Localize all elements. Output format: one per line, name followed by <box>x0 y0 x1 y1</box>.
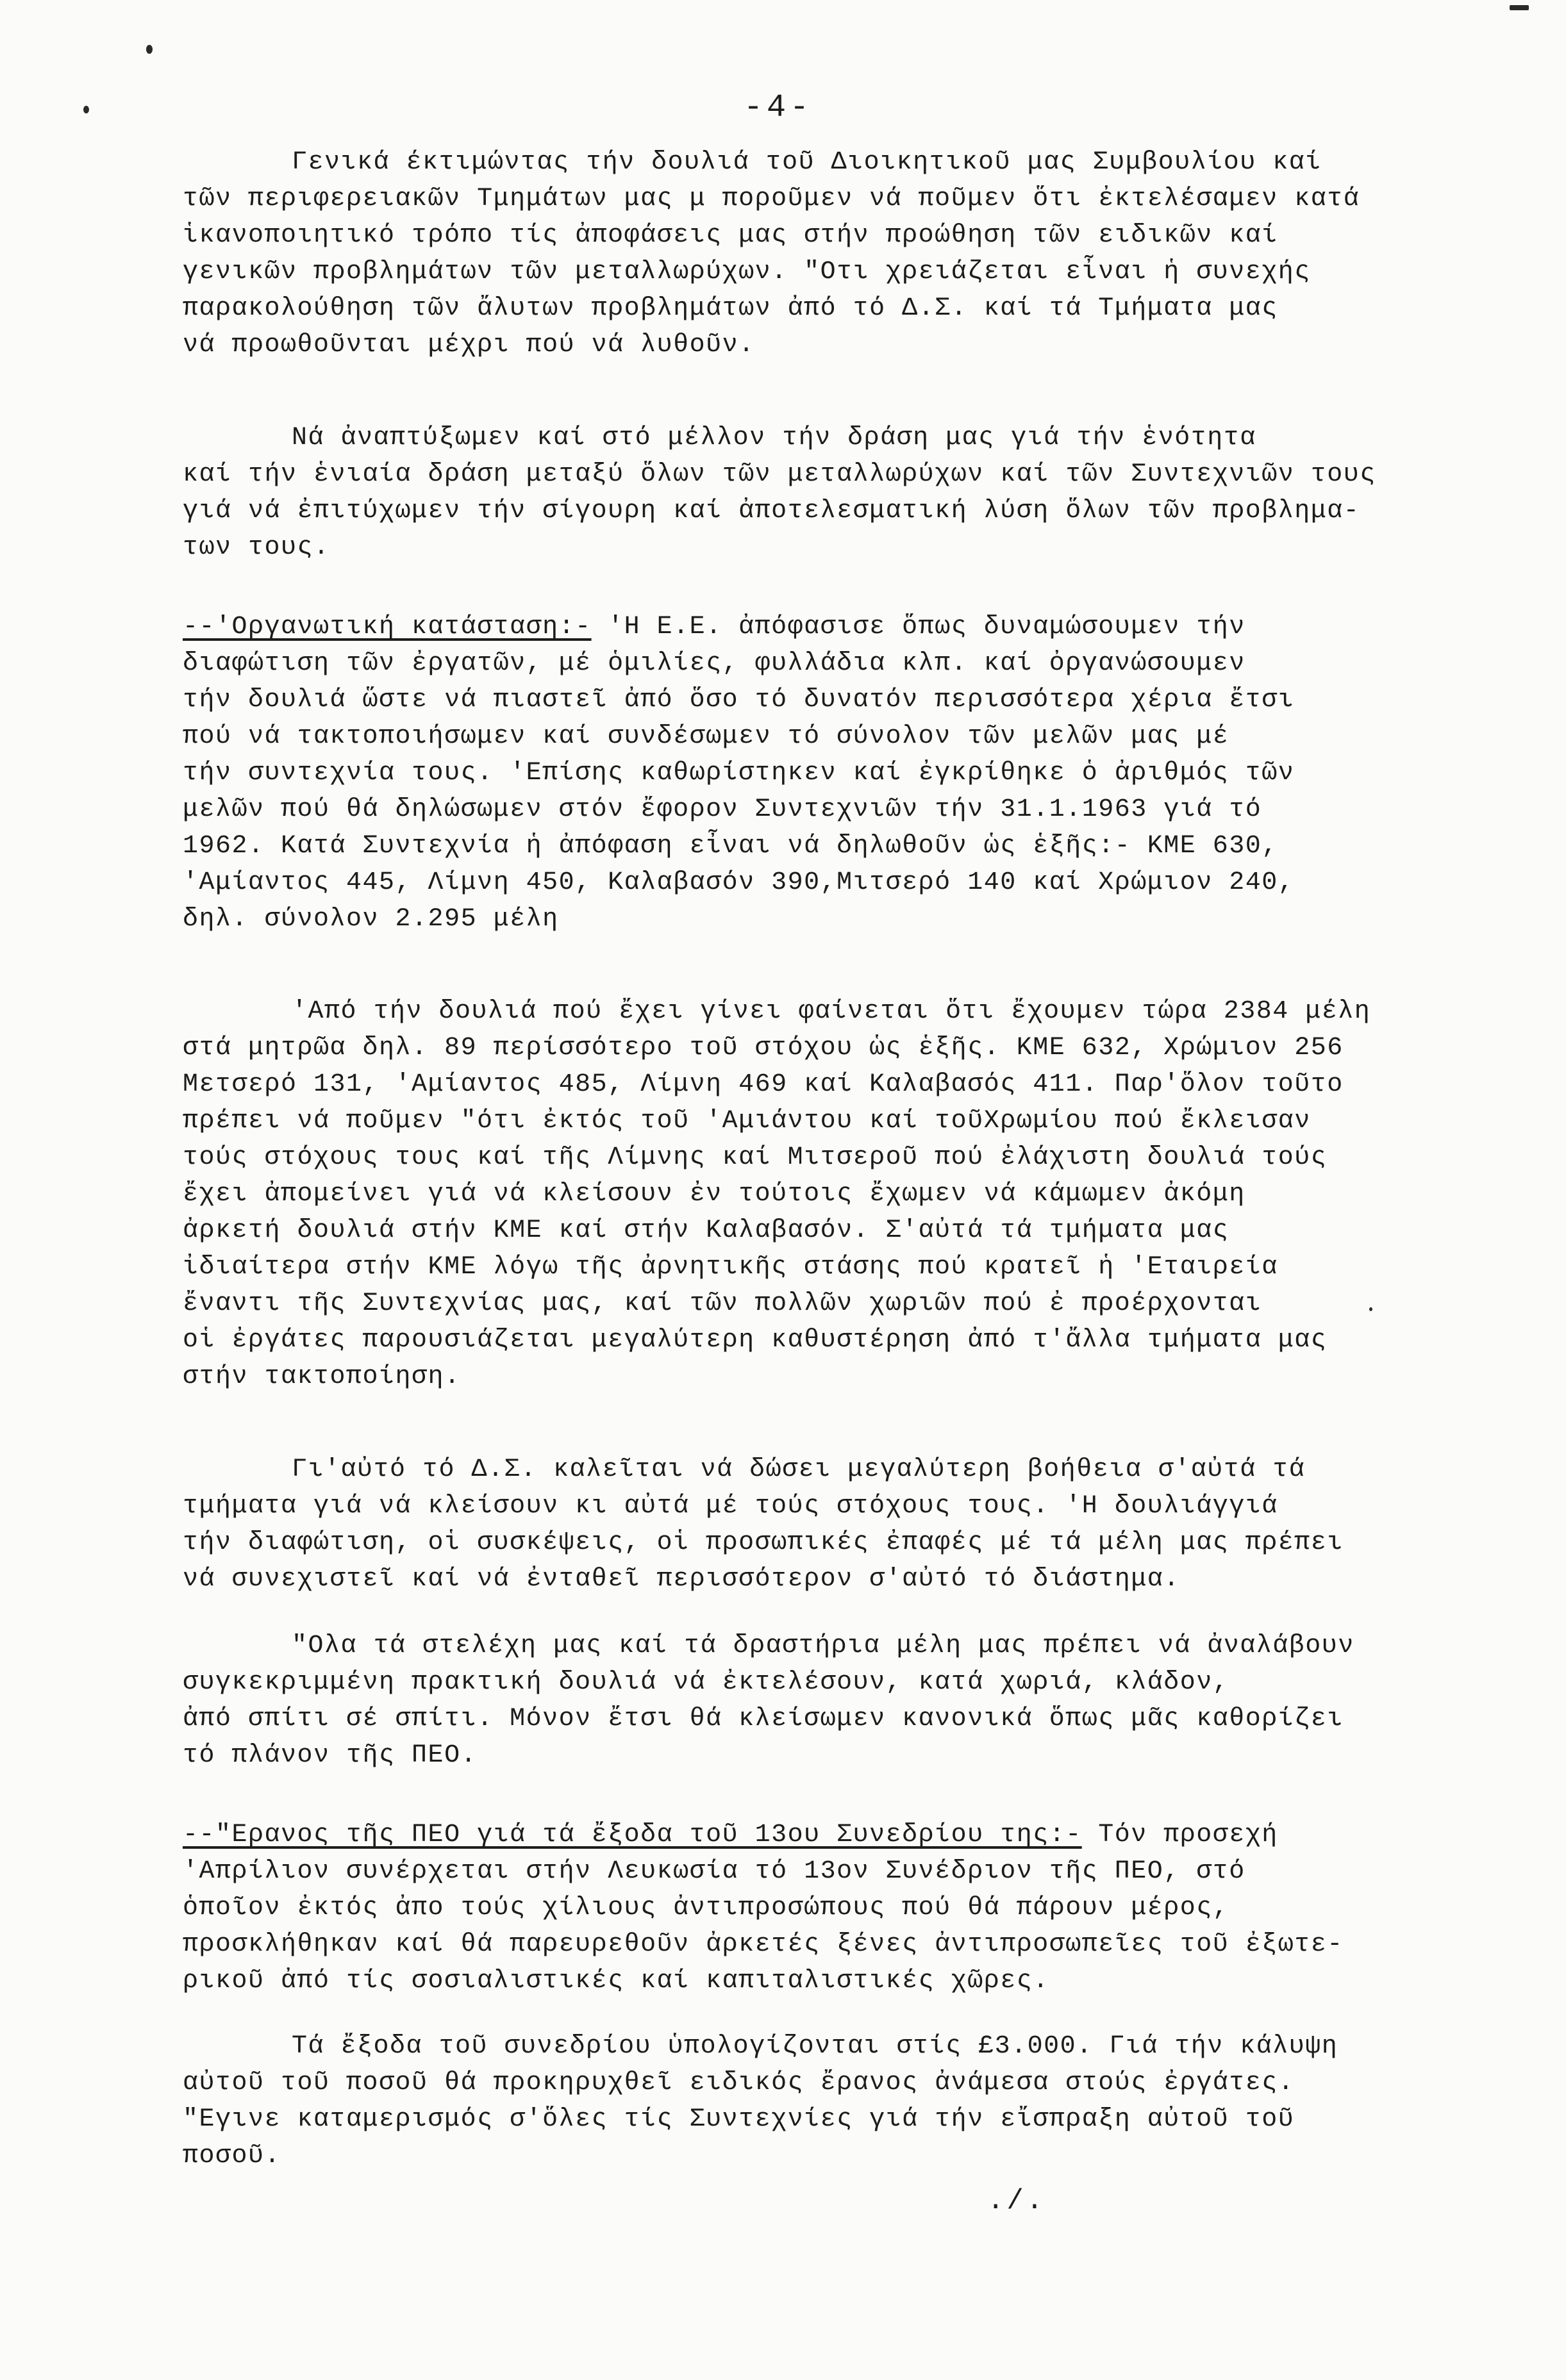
text-line: γενικῶν προβλημάτων τῶν μεταλλωρύχων. "Οτι χρειάζεται εἶναι ἡ συνεχής <box>183 258 1311 286</box>
text-line: παρακολούθηση τῶν ἄλυτων προβλημάτων ἀπό τό Δ.Σ. καί τά Τμήματα μας <box>183 294 1278 323</box>
text-line: ἱκανοποιητικό τρόπο τίς ἀποφάσεις μας στήν προώθηση τῶν ειδικῶν καί <box>183 221 1278 250</box>
text-line: δηλ. σύνολον 2.295 μέλη <box>183 905 559 934</box>
text-line: τούς στόχους τους καί τῆς Λίμνης καί Μιτσεροῦ πού ἐλάχιστη δουλιά τούς <box>183 1143 1328 1172</box>
text-line: καί τήν ἑνιαία δράση μεταξύ ὅλων τῶν μεταλλωρύχων καί τῶν Συντεχνιῶν τους <box>183 460 1376 489</box>
text-line: Νά ἀναπτύξωμεν καί στό μέλλον τήν δράση μας γιά τήν ἑνότητα <box>292 424 1256 452</box>
text-line: Γι'αὐτό τό Δ.Σ. καλεῖται νά δώσει μεγαλύτερη βοήθεια σ'αὐτά τά <box>292 1455 1306 1484</box>
text-line: νά προωθοῦνται μέχρι πού νά λυθοῦν. <box>183 331 755 359</box>
paragraph <box>183 1628 1436 1774</box>
text-line: ἀπό σπίτι σέ σπίτι. Μόνον ἔτσι θά κλείσωμεν κανονικά ὅπως μᾶς καθορίζει <box>183 1705 1344 1733</box>
text-line: πού νά τακτοποιήσωμεν καί συνδέσωμεν τό σύνολον τῶν μελῶν μας μέ <box>183 722 1229 751</box>
text-run: Τόν προσεχή <box>1081 1821 1278 1849</box>
text-line: "Ολα τά στελέχη μας καί τά δραστήρια μέλη μας πρέπει νά ἀναλάβουν <box>292 1632 1354 1660</box>
text-line: πρέπει νά ποῦμεν "ότι ἐκτός τοῦ 'Αμιάντου καί τοῦΧρωμίου πού ἔκλεισαν <box>183 1107 1311 1136</box>
text-line <box>183 609 1436 645</box>
text-line: συγκεκριμμένη πρακτική δουλιά νά ἐκτελέσουν, κατά χωριά, κλάδον, <box>183 1668 1229 1697</box>
text-line: ὁποῖον ἐκτός ἀπο τούς χίλιους ἀντιπροσώπους πού θά πάρουν μέρος, <box>183 1894 1229 1922</box>
paragraph <box>183 420 1436 566</box>
text-line: ἔναντι τῆς Συντεχνίας μας, καί τῶν πολλῶν χωριῶν πού ἐ προέρχονται <box>183 1289 1262 1318</box>
text-line: διαφώτιση τῶν ἐργατῶν, μέ ὁμιλίες, φυλλάδια κλπ. καί ὀργανώσουμεν <box>183 649 1245 678</box>
text-line: ἰδιαίτερα στήν ΚΜΕ λόγω τῆς ἀρνητικῆς στάσης πού κρατεῖ ἡ 'Εταιρεία <box>183 1253 1278 1282</box>
text-line: Τά ἔξοδα τοῦ συνεδρίου ὑπολογίζονται στίς £3.000. Γιά τήν κάλυψη <box>292 2032 1338 2061</box>
text-line: οἱ ἐργάτες παρουσιάζεται μεγαλύτερη καθυστέρηση ἀπό τ'ἄλλα τμήματα μας <box>183 1326 1328 1355</box>
text-line: στήν τακτοποίηση. <box>183 1362 461 1391</box>
page-number: -4- <box>744 90 813 126</box>
text-line: αὐτοῦ τοῦ ποσοῦ θά προκηρυχθεῖ ειδικός ἔρανος ἀνάμεσα στούς ἐργάτες. <box>183 2069 1295 2097</box>
text-line: ποσοῦ. <box>183 2142 281 2170</box>
paragraph <box>183 1817 1436 1999</box>
text-line: 1962. Κατά Συντεχνία ἡ ἀπόφαση εἶναι νά δηλωθοῦν ὡς ἑξῆς:- ΚΜΕ 630, <box>183 832 1278 861</box>
text-line: τῶν περιφερειακῶν Τμημάτων μας μ ποροῦμεν νά ποῦμεν ὅτι ἐκτελέσαμεν κατά <box>183 185 1360 213</box>
section-heading: --"Ερανος τῆς ΠΕΟ γιά τά ἔξοδα τοῦ 13ου Συνεδρίου της:- <box>183 1821 1082 1849</box>
text-line: Μετσερό 131, 'Αμίαντος 485, Λίμνη 469 καί Καλαβασός 411. Παρ'ὅλον τοῦτο <box>183 1070 1344 1099</box>
text-run: 'Η Ε.Ε. ἀπόφασισε ὅπως δυναμώσουμεν τήν <box>591 613 1245 641</box>
ink-speck <box>83 106 89 113</box>
continuation-mark: ./. <box>987 2185 1046 2217</box>
text-line: νά συνεχιστεῖ καί νά ἐνταθεῖ περισσότερον σ'αὐτό τό διάστημα. <box>183 1565 1180 1594</box>
paragraph <box>183 993 1436 1395</box>
text-line: 'Από τήν δουλιά πού ἔχει γίνει φαίνεται ὅτι ἔχουμεν τώρα 2384 μέλη <box>292 997 1371 1026</box>
text-line: των τους. <box>183 533 330 562</box>
text-line <box>183 1817 1436 1853</box>
ink-speck <box>1510 5 1529 10</box>
paragraph <box>183 609 1436 938</box>
text-line: 'Αμίαντος 445, Λίμνη 450, Καλαβασόν 390,Μιτσερό 140 καί Χρώμιον 240, <box>183 868 1295 897</box>
text-line: ἔχει ἀπομείνει γιά νά κλείσουν ἐν τούτοις ἔχωμεν νά κάμωμεν ἀκόμη <box>183 1180 1245 1209</box>
ink-speck <box>146 45 153 54</box>
text-line: τό πλάνον τῆς ΠΕΟ. <box>183 1741 478 1770</box>
paragraph <box>183 2028 1436 2174</box>
section-heading: --'Οργανωτική κατάσταση:- <box>183 613 592 641</box>
text-line: 'Απρίλιον συνέρχεται στήν Λευκωσία τό 13ον Συνέδριον τῆς ΠΕΟ, στό <box>183 1857 1245 1886</box>
text-line: τήν συντεχνία τους. 'Επίσης καθωρίστηκεν καί ἐγκρίθηκε ὁ ἀριθμός τῶν <box>183 759 1295 788</box>
paragraph <box>183 1451 1436 1598</box>
paragraph <box>183 144 1436 363</box>
text-line: Γενικά έκτιμώντας τήν δουλιά τοῦ Διοικητικοῦ μας Συμβουλίου καί <box>292 148 1322 177</box>
text-line: τμήματα γιά νά κλείσουν κι αὐτά μέ τούς στόχους τους. 'Η δουλιάγγιά <box>183 1492 1278 1521</box>
text-line: ἀρκετή δουλιά στήν ΚΜΕ καί στήν Καλαβασόν. Σ'αὐτά τά τμήματα μας <box>183 1216 1229 1245</box>
text-line: "Εγινε καταμερισμός σ'ὅλες τίς Συντεχνίες γιά τήν εἴσπραξη αὐτοῦ τοῦ <box>183 2105 1295 2134</box>
text-line: τήν διαφώτιση, οἱ συσκέψεις, οἱ προσωπικές ἐπαφές μέ τά μέλη μας πρέπει <box>183 1528 1344 1557</box>
text-line: ρικοῦ ἀπό τίς σοσιαλιστικές καί καπιταλιστικές χῶρες. <box>183 1967 1049 1996</box>
text-line: στά μητρῶα δηλ. 89 περίσσότερο τοῦ στόχου ὡς ἑξῆς. ΚΜΕ 632, Χρώμιον 256 <box>183 1034 1344 1062</box>
text-line: μελῶν πού θά δηλώσωμεν στόν ἔφορον Συντεχνιῶν τήν 31.1.1963 γιά τό <box>183 795 1262 824</box>
text-line: τήν δουλιά ὥστε νά πιαστεῖ ἀπό ὅσο τό δυνατόν περισσότερα χέρια ἔτσι <box>183 686 1295 715</box>
text-line: προσκλήθηκαν καί θά παρευρεθοῦν ἀρκετές ξένες ἀντιπροσωπεῖες τοῦ ἐξωτε- <box>183 1930 1344 1959</box>
text-line: γιά νά ἐπιτύχωμεν τήν σίγουρη καί ἀποτελεσματική λύση ὅλων τῶν προβλημα- <box>183 497 1360 525</box>
